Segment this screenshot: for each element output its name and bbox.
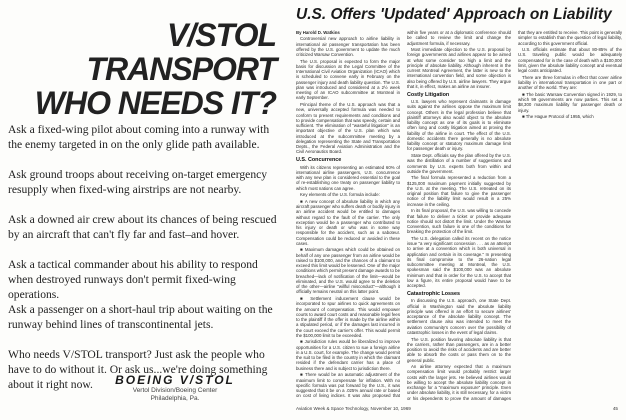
body-paragraph: In discussing the U.S. approach, one State Dept. official in Washington said the absolute liability principle was offered in an effort to secure airlines' acceptance of the absolute liability concept. The settlement clause also was intended to meet the aviation community's concern over the possibility of catastrophic losses in the event of legal claims. (407, 298, 511, 335)
body-paragraph: Controversial new approach to airline liability in international air passenger transportation has been offered by the U.S. government to update the much criticized Warsaw Convention. (296, 36, 400, 57)
section-heading: Costly Litigation (407, 91, 450, 98)
article-title: U.S. Offers 'Updated' Approach on Liability (296, 6, 612, 23)
division-name: Vertol Division/Boeing Center (132, 387, 218, 394)
body-paragraph: ■ A new concept of absolute liability in which any aircraft passenger who suffers death or bodily injury in an airline accident would be entitled to damages without regard to the fault of the carrier. The only exception would be a passenger who contributed to his injury or death or who was in some way responsible for the accident, such as a saboteur. Compensation could be reduced or avoided in these cases. (296, 198, 400, 246)
body-paragraph: With its citizens representing an estimated 60% of international airline passengers, U.S. concurrence with any new plan is considered essential to the goal of re-establishing one treaty on passenger liability to which most nations can agree. (296, 164, 400, 191)
body-paragraph: U.S. officials estimate that about 80-85% of the U.S. traveling public would be adequately compensated for in the case of death with a $100,000 limit, given the absolute liability concept and eventual legal costs anticipated. (518, 47, 622, 74)
division-location: Philadelphia, Pa. (150, 395, 200, 402)
body-paragraph: ■ Settlement inducement clause would be incorporated to spur airlines to quick agreements on the amount of compensation. This would empower courts to award court costs and reasonable legal fees to the plaintiff if the offer is made by the airline within a stipulated period, or if the damages last incurred in the court exceed the carrier's offer. This would permit the $100,000 limit to be exceeded. (296, 296, 400, 338)
liability-article (288, 0, 626, 420)
body-paragraph: There are three formulas in effect that cover airline liability in international transportation in one part or another of the world. They are: (518, 74, 622, 91)
ad-paragraph: Ask a tactical commander about his ability to respond when destroyed runways don't permit fixed-wing operations. (8, 258, 258, 301)
body-paragraph: An airline attorney expected that a maximum compensation limit would probably restrict larger costs with the larger jets. He believed airlines would be willing to accept the absolute liability concept in exchange for a "maximum exposure" principle. Even under absolute liability, it is still necessary, for a victim or his dependents to prove the amount of damages that they are entitled to receive. This point is generally simpler to establish than the question of legal liability, according to this government official. (407, 30, 622, 401)
body-paragraph: In its final proposal, the U.S. was willing to concede that failure to deliver a ticket or provide adequate notice should not distort the limit. Under the Warsaw Convention, such failure is one of the conditions for breaking the protection of the limit. (407, 208, 511, 235)
body-paragraph: U.S. lawyers who represent claimants in damage suits against the airlines oppose the maximum limit concept. Others in the legal profession believe that plaintiff attorneys also would object to the absolute liability concept as one of its goals is to eliminate often long and costly litigation aimed at proving the liability of the airline in court. The effect of the U.S. domestic accidents there generally is no absolute liability concept or statutory maximum damage limit for passenger death or injury. (407, 99, 511, 152)
body-paragraph: The U.S. position favoring absolute liability is that the carriers, rather than passengers, are in a better position to avoid the risks of accidents and are better able to absorb the costs or pass them on to the general public. (407, 336, 511, 363)
body-paragraph: The U.S. delegation called its recent on the notice issue "a very significant concession . . . as an attempt to arrive at a convention which is both universal in application and certain in its coverage." In presenting its final compromise to the 26-nation legal subcommittee meeting at Montreal, the U.S. spokesman said the $100,000 was an absolute minimum and that in order for the U.S. to accept that low a figure, its entire proposal would have to be accepted. (407, 235, 511, 289)
body-paragraph: Principal theme of the U.S. approach was that a new, universally accepted formula was needed to conform to present requirements and conditions and to provide compensation that was speedy, certain and sufficient. The elimination of "wasteful litigation" is an important objective of the U.S. plan which was introduced at the subcommittee meeting by a delegation representing the State and Transportation Depts., the Federal Aviation Administration and the Civil Aeronautics Board. (296, 102, 400, 155)
body-paragraph: ■ There would be an automatic adjustment of the maximum limit to compensate for inflation. With no specific formula was put forward by the U.S., it was suggested that it be on a .025% annual rate or based on cost of living indices. It was also proposed that within five years or at a diplomatic conference should be called to review the limit and change the adjustment formula, if necessary. (296, 30, 511, 399)
body-paragraph: Most immediate objection to the U.S. proposal by foreign governments and airlines appear to be aimed at what some consider too high a limit and the principle of absolute liability. Although inherent in the current Montreal Agreement, the latter is new to the international convention field, and some objection is also being offered by U.S. airline lawyers. They argue that it, in effect, makes an airline an insurer. (407, 47, 511, 89)
boeing-advertisement (0, 0, 288, 420)
body-paragraph: Key elements of the U.S. formula include: (300, 192, 380, 198)
section-heading: U.S. Concurrence (296, 157, 342, 164)
body-paragraph: ■ The basic Warsaw Convention signed in 1929, to which 99 governments are now parties. This set a $8,300 maximum liability for passenger death or injury. (518, 91, 622, 113)
body-paragraph: ■ Jurisdiction rules would be liberalized to improve opportunities for a U.S. citizen to sue a foreign airline in a U.S. court, for example. The change would permit the suit to be filed in the country in which the claimant resided if the defendant carrier has a place of business there and is subject to jurisdiction there. (296, 339, 400, 371)
body-paragraph: The U.S. proposal is expected to form the major basis for discussion at the Legal Committee of the International Civil Aviation Organization (ICAO) which is scheduled to convene early in February on the passenger injury and death liability question. The U.S. plan was introduced and considered at a 2½ week meeting of an ICAO subcommittee at Montreal in early September. (296, 58, 400, 101)
ad-closing-paragraph: Who needs V/STOL transport? Just ask the people who have to do without it. Or ask us...we're doing something about it right now. (8, 348, 268, 391)
section-heading: Catastrophic Losses (407, 290, 461, 297)
body-paragraph: The final formula represented a reduction from a $125,000 maximum payment initially suggested by the U.S. at the meeting. The U.S. retreated on its original position that failure to give the passenger notice of the liability limit would result in a 25% increase in the ceiling. (407, 175, 511, 207)
page-footer-publication: Aviation Week & Space Technology, November 10, 1969 (296, 406, 411, 411)
ad-paragraph: Ask a downed air crew about its chances of being rescued by an aircraft that can't fly far and fast–and hover. (8, 213, 277, 241)
body-paragraph: State Dept. officials say the plan offered by the U.S. was the distillation of a number of suggestions and comments by U.S. experts both from within and outside the government. (407, 153, 511, 174)
page-number: 45 (612, 406, 618, 411)
body-paragraph: ■ Maximum damages which could be obtained on behalf of any one passenger from an airline would be raised to $100,000, and the chances of a claimant to exceed this limit would be lessened. One of the major conditions which permit present damage awards to be breached—lack of notification of the limit—would be eliminated, and the U.S. would agree to the deletion of the other—airline "willful misconduct"—although it officially remains neutral on this latter point. (296, 247, 400, 295)
logo-wordmark: BOEING V/STOL (115, 373, 235, 387)
article-body (296, 30, 622, 402)
ad-headline: V/STOL TRANSPORT WHO NEEDS IT? (34, 17, 276, 121)
ad-paragraph: Ask ground troops about receiving on-target emergency resupply when fixed-wing airstrips are not nearby. (8, 168, 268, 196)
ad-paragraph: Ask a passenger on a short-haul trip about waiting on the runway behind lines of transcontinental jets. (8, 303, 273, 331)
body-paragraph: ■ The Hague Protocol of 1955, which (522, 114, 594, 120)
article-byline: By Harold D. Watkins (296, 30, 340, 35)
boeing-logo (100, 373, 250, 403)
ad-paragraph: Ask a fixed-wing pilot about coming into a runway with the enemy targeted in on the only glide path available. (8, 123, 270, 151)
